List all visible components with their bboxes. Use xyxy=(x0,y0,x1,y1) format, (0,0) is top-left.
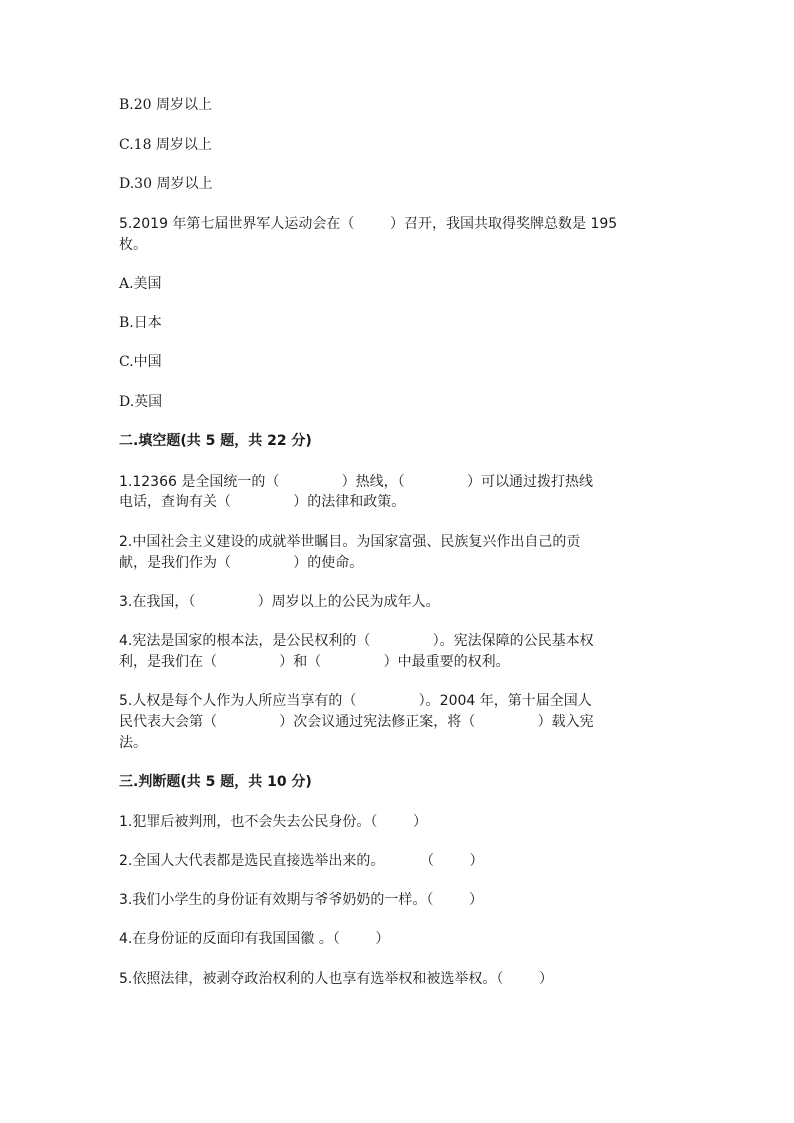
q5-option-a: A.美国 xyxy=(119,276,162,292)
q5-option-c: C.中国 xyxy=(119,354,162,370)
fill-item-4-line2: 利，是我们在（ ）和（ ）中最重要的权利。 xyxy=(119,654,510,670)
tf-item-3: 3.我们小学生的身份证有效期与爷爷奶奶的一样。（ ） xyxy=(119,892,483,908)
tf-item-2: 2.全国人大代表都是选民直接选举出来的。 （ ） xyxy=(119,853,484,869)
tf-item-5: 5.依照法律，被剥夺政治权利的人也享有选举权和被选举权。（ ） xyxy=(119,971,553,987)
q5-option-b: B.日本 xyxy=(119,315,162,331)
tf-item-1: 1.犯罪后被判刑，也不会失去公民身份。（ ） xyxy=(119,814,427,830)
fill-item-1-line1: 1.12366 是全国统一的（ ）热线，（ ）可以通过拨打热线 xyxy=(119,474,593,490)
tf-item-4: 4.在身份证的反面印有我国国徽 。（ ） xyxy=(119,931,390,947)
q4-option-b: B.20 周岁以上 xyxy=(119,97,213,113)
fill-item-2-line2: 献，是我们作为（ ）的使命。 xyxy=(119,555,364,571)
q5-option-d: D.英国 xyxy=(119,394,163,410)
fill-item-5-line1: 5.人权是每个人作为人所应当享有的（ ）。2004 年，第十届全国人 xyxy=(119,693,592,709)
section-heading-true-false: 三.判断题(共 5 题，共 10 分) xyxy=(119,774,312,790)
fill-item-5-line2: 民代表大会第（ ）次会议通过宪法修正案，将（ ）载入宪 xyxy=(119,714,594,730)
fill-item-1-line2: 电话，查询有关（ ）的法律和政策。 xyxy=(119,494,406,510)
fill-item-2-line1: 2.中国社会主义建设的成就举世瞩目。为国家富强、民族复兴作出自己的贡 xyxy=(119,534,581,550)
fill-item-4-line1: 4.宪法是国家的根本法，是公民权利的（ ）。宪法保障的公民基本权 xyxy=(119,633,594,649)
fill-item-5-line3: 法。 xyxy=(119,735,147,751)
fill-item-3-line1: 3.在我国，（ ）周岁以上的公民为成年人。 xyxy=(119,594,440,610)
q4-option-d: D.30 周岁以上 xyxy=(119,176,213,192)
section-heading-fill-blank: 二.填空题(共 5 题，共 22 分) xyxy=(119,433,312,449)
q5-text-line2: 枚。 xyxy=(119,237,147,253)
q5-text-line1: 5.2019 年第七届世界军人运动会在（ ）召开，我国共取得奖牌总数是 195 xyxy=(119,216,618,232)
q4-option-c: C.18 周岁以上 xyxy=(119,137,212,153)
